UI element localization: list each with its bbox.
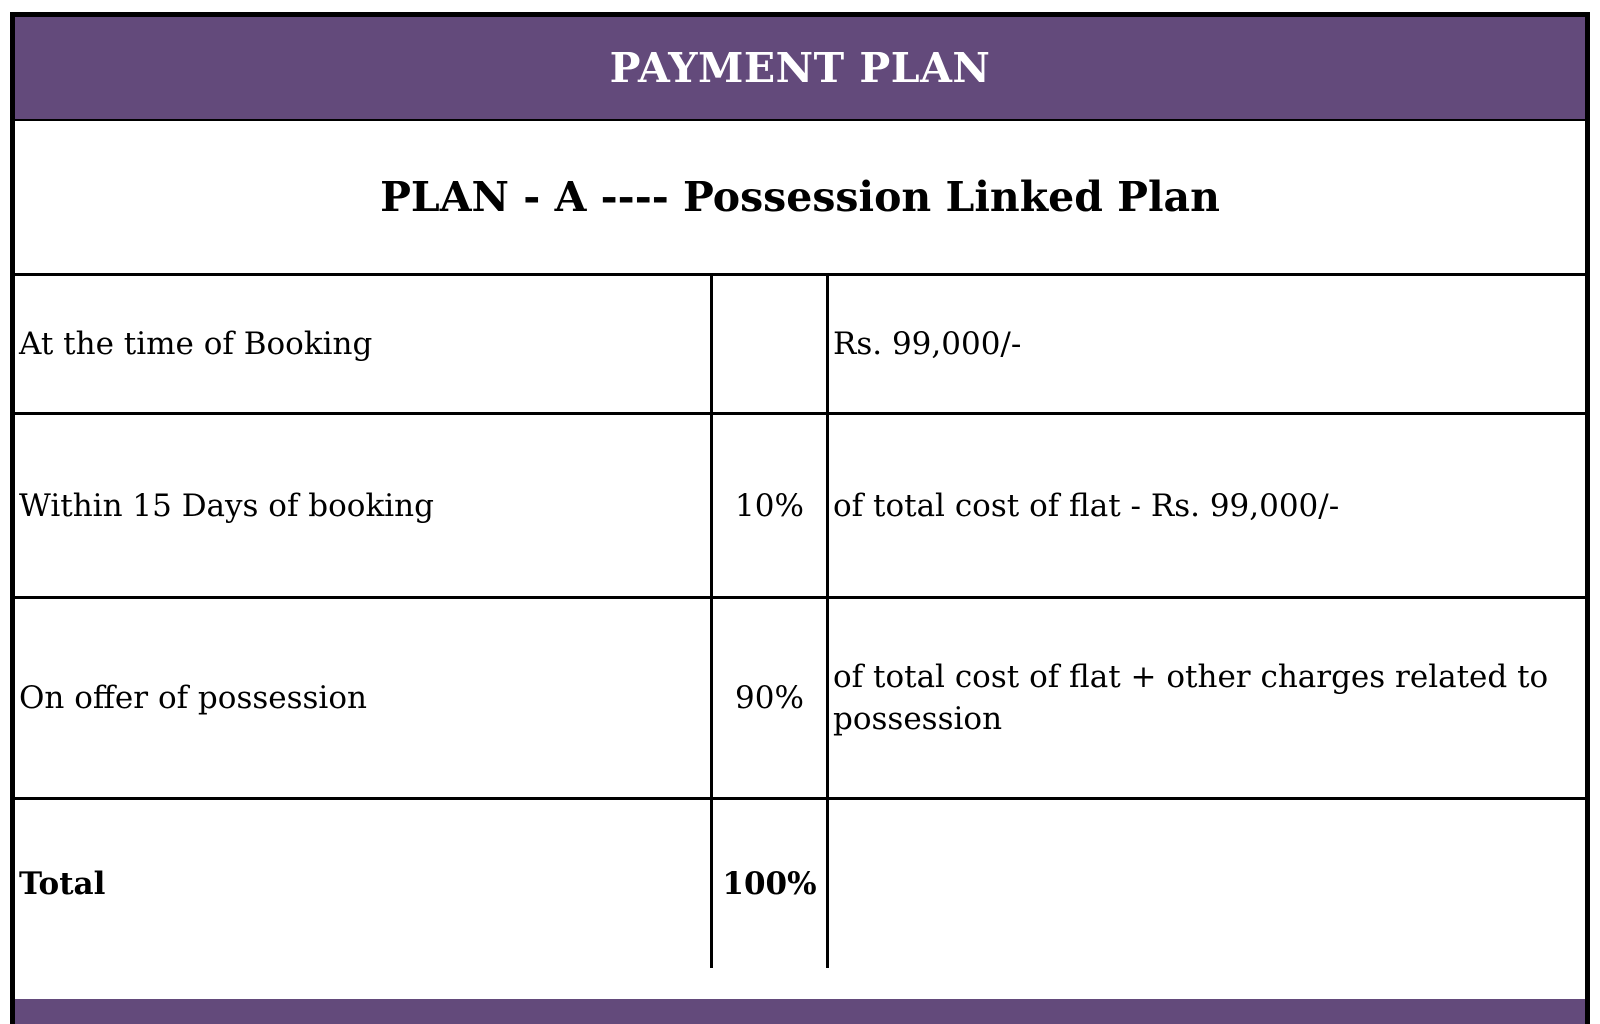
payment-table — [15, 276, 1585, 968]
plan-title-row — [15, 121, 1585, 276]
table-row — [15, 599, 1585, 800]
percent-cell — [713, 276, 829, 412]
details-cell — [829, 800, 1585, 968]
page-title: PAYMENT PLAN — [609, 44, 991, 92]
percent-cell: 100% — [713, 800, 829, 968]
stage-cell: Within 15 Days of booking — [15, 415, 713, 596]
details-cell: Rs. 99,000/- — [833, 326, 1022, 362]
stage-cell: Total — [15, 800, 713, 968]
table-row — [15, 276, 1585, 415]
percent-cell: 10% — [713, 415, 829, 596]
percent-cell: 90% — [713, 599, 829, 797]
stage-cell: At the time of Booking — [15, 276, 713, 412]
details-cell: of total cost of flat - Rs. 99,000/- — [833, 487, 1340, 524]
details-cell: of total cost of flat + other charges related to possession — [833, 659, 1549, 737]
payment-plan-frame — [10, 12, 1590, 1024]
header-bar — [15, 17, 1585, 121]
table-row — [15, 415, 1585, 599]
stage-cell: On offer of possession — [15, 599, 713, 797]
plan-title: PLAN - A ---- Possession Linked Plan — [380, 173, 1220, 221]
table-row — [15, 800, 1585, 968]
